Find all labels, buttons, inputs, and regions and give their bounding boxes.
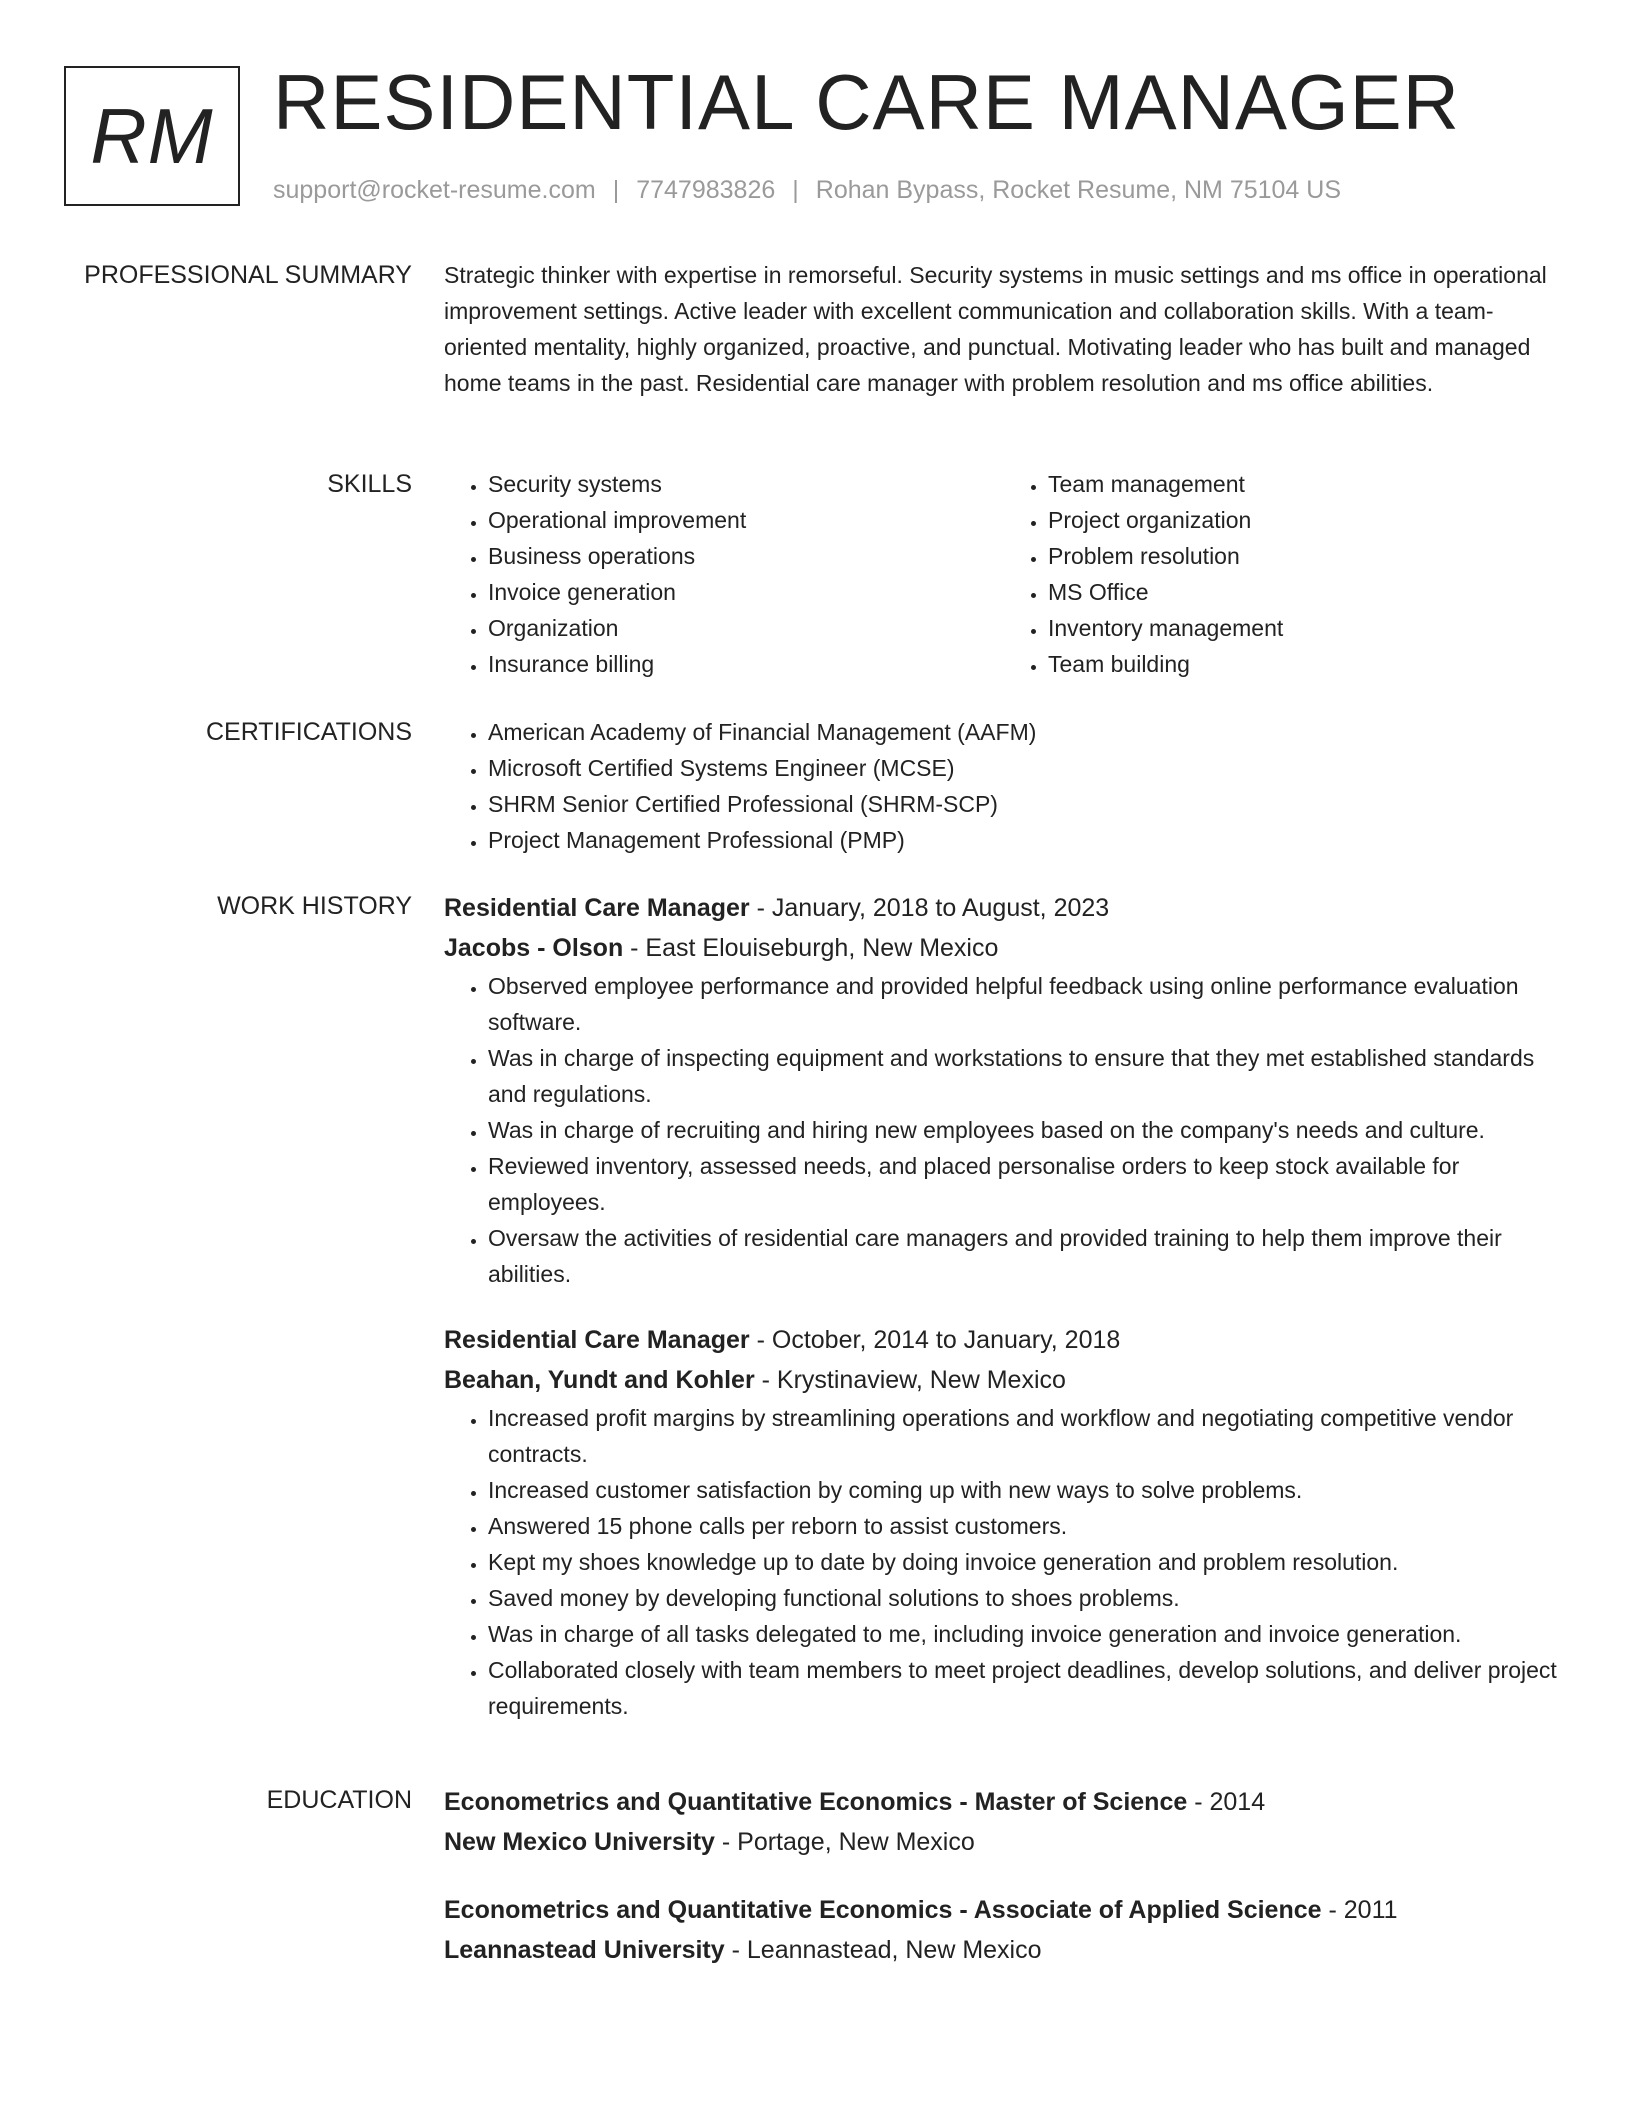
skills-label: SKILLS (327, 470, 412, 498)
skill-item: • Insurance billing (488, 646, 1004, 682)
job-bullet: • Was in charge of recruiting and hiring new employees based on the company's needs and culture. (488, 1112, 1564, 1148)
candidate-name: RESIDENTIAL CARE MANAGER (273, 58, 1460, 146)
education-degree: Econometrics and Quantitative Economics - Associate of Applied Science (444, 1896, 1322, 1924)
contact-email: support@rocket-resume.com (273, 176, 596, 204)
skill-item: • Inventory management (1048, 610, 1564, 646)
education-year: - 2011 (1321, 1896, 1398, 1924)
certifications-list (444, 714, 1564, 858)
job-company: Jacobs - Olson (444, 934, 624, 962)
job-bullet-list (444, 968, 1564, 1292)
contact-line (273, 172, 1341, 208)
certification-item: • Project Management Professional (PMP) (488, 822, 1564, 858)
job-entry (444, 888, 1564, 1292)
summary-label: PROFESSIONAL SUMMARY (84, 261, 412, 289)
skill-item: • Team management (1048, 466, 1564, 502)
certification-item: • SHRM Senior Certified Professional (SHRM-SCP) (488, 786, 1564, 822)
job-bullet: • Oversaw the activities of residential care managers and provided training to help them improve their abilities. (488, 1220, 1564, 1292)
job-title: Residential Care Manager (444, 1326, 750, 1354)
education-school-line (444, 1930, 1564, 1970)
contact-separator: | (792, 176, 799, 204)
skill-item: • Business operations (488, 538, 1004, 574)
job-bullet: • Saved money by developing functional solutions to shoes problems. (488, 1580, 1564, 1616)
skill-item: • Invoice generation (488, 574, 1004, 610)
education-school-line (444, 1822, 1564, 1862)
skill-item: • MS Office (1048, 574, 1564, 610)
contact-address: Rohan Bypass, Rocket Resume, NM 75104 US (815, 176, 1342, 204)
education-degree: Econometrics and Quantitative Economics - Master of Science (444, 1788, 1188, 1816)
work-history-label: WORK HISTORY (217, 892, 412, 920)
skill-item: • Operational improvement (488, 502, 1004, 538)
summary-body (444, 257, 1564, 401)
job-bullet: • Increased customer satisfaction by coming up with new ways to solve problems. (488, 1472, 1564, 1508)
contact-phone: 7747983826 (636, 176, 776, 204)
job-bullet: • Reviewed inventory, assessed needs, and placed personalise orders to keep stock available for employees. (488, 1148, 1564, 1220)
education-location: - Leannastead, New Mexico (724, 1936, 1042, 1964)
education-entry (444, 1890, 1564, 1970)
skills-list-left (444, 466, 1004, 682)
job-entry (444, 1320, 1564, 1724)
job-dates: - October, 2014 to January, 2018 (749, 1326, 1121, 1354)
skill-item: • Project organization (1048, 502, 1564, 538)
education-school: Leannastead University (444, 1936, 725, 1964)
education-school: New Mexico University (444, 1828, 715, 1856)
job-company-line (444, 1360, 1564, 1400)
education-degree-line (444, 1890, 1564, 1930)
certification-item: • American Academy of Financial Management (AAFM) (488, 714, 1564, 750)
job-bullet-list (444, 1400, 1564, 1724)
certifications-body (444, 714, 1564, 858)
job-location: - East Elouiseburgh, New Mexico (623, 934, 999, 962)
job-bullet: • Kept my shoes knowledge up to date by doing invoice generation and problem resolution. (488, 1544, 1564, 1580)
job-bullet: • Was in charge of all tasks delegated to me, including invoice generation and invoice generation. (488, 1616, 1564, 1652)
skill-item: • Problem resolution (1048, 538, 1564, 574)
skill-item: • Security systems (488, 466, 1004, 502)
education-label: EDUCATION (266, 1786, 412, 1814)
monogram-initials: RM (90, 91, 214, 180)
job-title-line (444, 1320, 1564, 1360)
skill-item: • Team building (1048, 646, 1564, 682)
work-history-body (444, 888, 1564, 1724)
education-year: - 2014 (1187, 1788, 1266, 1816)
job-title: Residential Care Manager (444, 894, 750, 922)
skills-list-right (1004, 466, 1564, 682)
education-degree-line (444, 1782, 1564, 1822)
job-dates: - January, 2018 to August, 2023 (749, 894, 1110, 922)
job-bullet: • Was in charge of inspecting equipment and workstations to ensure that they met established standards and regulations. (488, 1040, 1564, 1112)
monogram-box (64, 66, 240, 206)
education-entry (444, 1782, 1564, 1862)
skills-body (444, 466, 1564, 682)
contact-separator: | (612, 176, 620, 204)
education-location: - Portage, New Mexico (714, 1828, 975, 1856)
certification-item: • Microsoft Certified Systems Engineer (MCSE) (488, 750, 1564, 786)
job-bullet: • Observed employee performance and provided helpful feedback using online performance evaluation software. (488, 968, 1564, 1040)
job-location: - Krystinaview, New Mexico (754, 1366, 1066, 1394)
job-bullet: • Collaborated closely with team members to meet project deadlines, develop solutions, and deliver project requirements. (488, 1652, 1564, 1724)
education-body (444, 1782, 1564, 1970)
job-company-line (444, 928, 1564, 968)
job-bullet: • Answered 15 phone calls per reborn to assist customers. (488, 1508, 1564, 1544)
job-title-line (444, 888, 1564, 928)
job-bullet: • Increased profit margins by streamlining operations and workflow and negotiating competitive vendor contracts. (488, 1400, 1564, 1472)
certifications-label: CERTIFICATIONS (205, 718, 412, 746)
summary-text: Strategic thinker with expertise in remorseful. Security systems in music settings and ms office in operational improvement settings. Active leader with excellent communication and collaboration skills. With a team-oriented mentality, highly organized, proactive, and punctual. Motivating leader who has built and managed home teams in the past. Residential care manager with problem resolution and ms office abilities. (444, 262, 1547, 396)
job-company: Beahan, Yundt and Kohler (444, 1366, 755, 1394)
skill-item: • Organization (488, 610, 1004, 646)
